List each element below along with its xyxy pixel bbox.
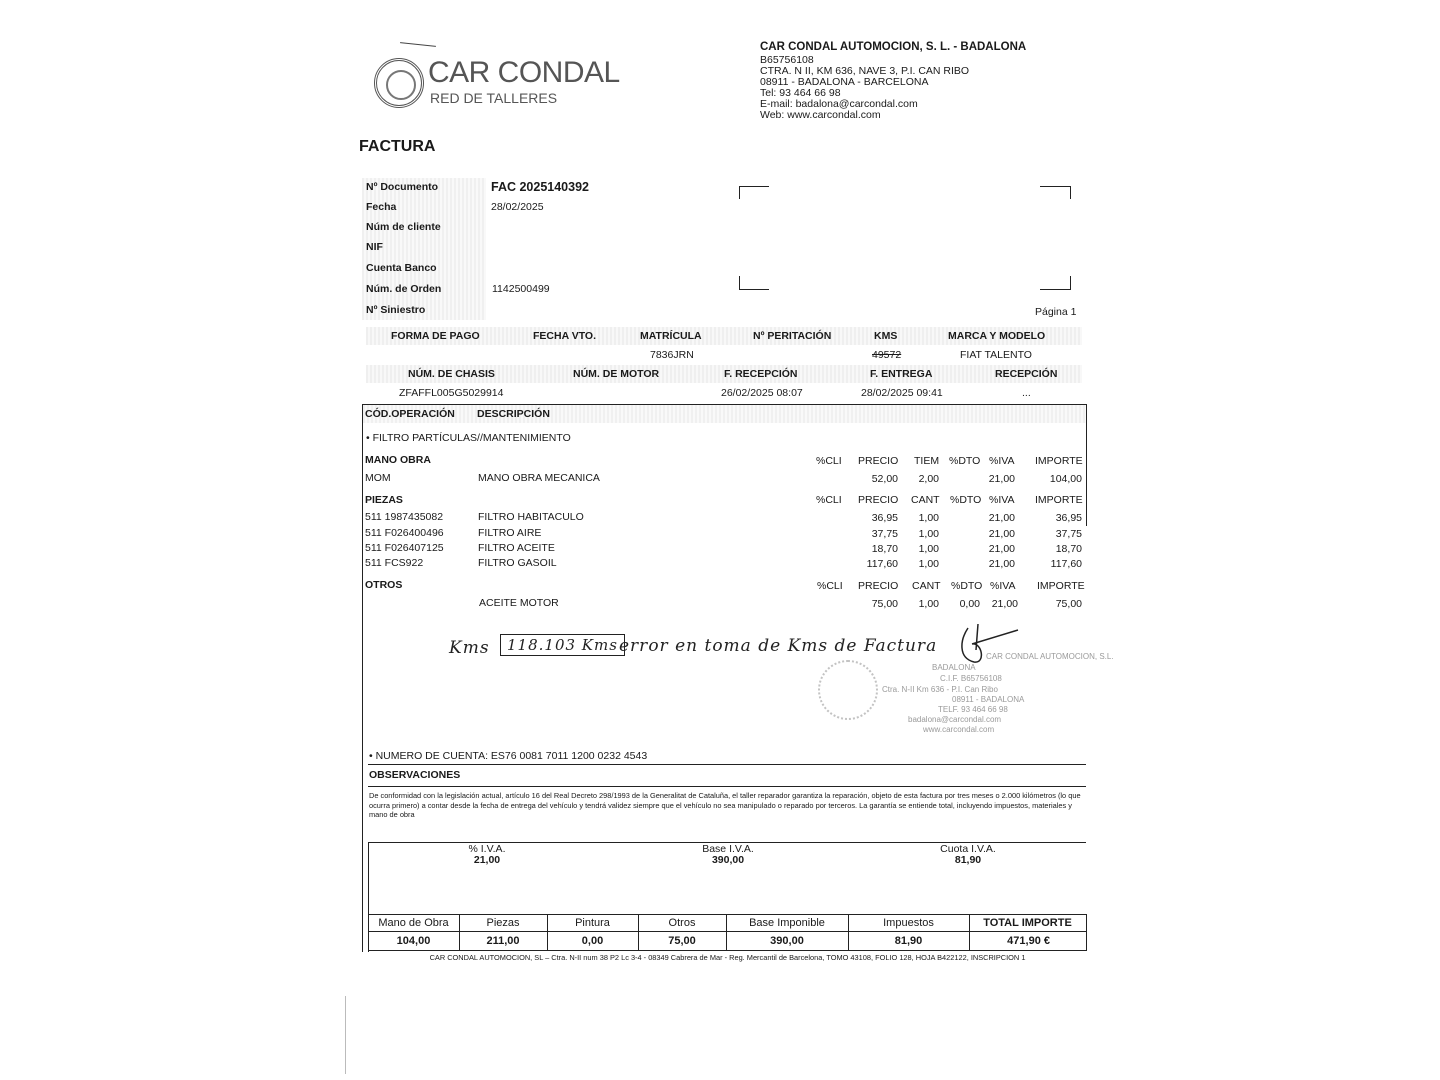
- col-iva: %IVA: [990, 580, 1016, 592]
- total-importe-header: TOTAL IMPORTE: [983, 917, 1072, 929]
- row-importe: 18,70: [1055, 543, 1082, 555]
- row-cant: 1,00: [918, 558, 939, 570]
- recepcion-header: RECEPCIÓN: [995, 368, 1058, 380]
- stamp-line: BADALONA: [932, 663, 976, 672]
- chasis-value: ZFAFFL005G5029914: [399, 387, 504, 399]
- observaciones-title: OBSERVACIONES: [369, 769, 461, 781]
- row-code: MOM: [365, 472, 391, 484]
- row-importe: 117,60: [1050, 558, 1082, 570]
- mano-obra-title: MANO OBRA: [365, 454, 431, 466]
- col-iva: %IVA: [989, 494, 1015, 506]
- row-desc: FILTRO GASOIL: [478, 557, 557, 569]
- company-web: Web: www.carcondal.com: [760, 109, 881, 121]
- banco-label: Cuenta Banco: [366, 262, 437, 274]
- documento-label: Nº Documento: [366, 181, 439, 193]
- row-desc: FILTRO AIRE: [478, 527, 542, 539]
- row-precio: 36,95: [871, 512, 898, 524]
- cod-operacion-header: CÓD.OPERACIÓN: [365, 408, 455, 420]
- row-precio: 52,00: [871, 473, 898, 485]
- iva-pct-value: 21,00: [473, 854, 501, 866]
- document-title: FACTURA: [359, 138, 436, 155]
- stamp-line: CAR CONDAL AUTOMOCION, S.L.: [986, 652, 1114, 661]
- row-iva: 21,00: [988, 473, 1015, 485]
- col-dto: %DTO: [951, 580, 983, 592]
- row-cant: 1,00: [918, 528, 939, 540]
- kms-header: KMS: [874, 330, 898, 342]
- row-cant: 1,00: [918, 598, 939, 610]
- stamp-line: Ctra. N-II Km 636 - P.I. Can Ribo: [882, 685, 998, 694]
- f-entrega-value: 28/02/2025 09:41: [861, 387, 943, 399]
- marca-modelo-header: MARCA Y MODELO: [948, 330, 1046, 342]
- iva-base-value: 390,00: [711, 854, 745, 866]
- row-iva: 21,00: [988, 543, 1015, 555]
- iva-cuota-value: 81,90: [954, 854, 982, 866]
- descripcion-header: DESCRIPCIÓN: [477, 408, 550, 420]
- documento-value: FAC 2025140392: [491, 180, 589, 194]
- total-otros-header: Otros: [668, 917, 696, 929]
- total-importe-value: 471,90 €: [1007, 935, 1050, 947]
- observaciones-text: De conformidad con la legislación actual, artículo 16 del Real Decreto 298/1993 de la Generalitat de Cataluña, el taller reparador garantiza la reparación, objeto de esta factura por tres meses o 2.000 kilómetros (lo que ocurra primero) a contar desde la fecha de entrega del vehículo y tendrá validez siempre que el vehículo no sea manipulado o reparado por terceros. La garantía se entiende total, incluyendo impuestos, materiales y mano de obra: [369, 791, 1081, 819]
- logo-name: CAR CONDAL: [428, 56, 620, 89]
- row-iva: 21,00: [988, 512, 1015, 524]
- company-name: CAR CONDAL AUTOMOCION, S. L. - BADALONA: [760, 41, 1027, 53]
- col-cant: CANT: [912, 580, 941, 592]
- fecha-value: 28/02/2025: [491, 201, 544, 213]
- row-desc: ACEITE MOTOR: [479, 597, 559, 609]
- iva-base-label: Base I.V.A.: [702, 843, 754, 855]
- row-cant: 1,00: [918, 543, 939, 555]
- orden-value: 1142500499: [492, 283, 550, 295]
- stamp-line: badalona@carcondal.com: [908, 715, 1002, 724]
- row-iva: 21,00: [988, 558, 1015, 570]
- f-entrega-header: F. ENTREGA: [870, 368, 933, 380]
- col-importe: IMPORTE: [1037, 580, 1085, 592]
- row-desc: FILTRO HABITACULO: [478, 511, 584, 523]
- fecha-vto-header: FECHA VTO.: [533, 330, 597, 342]
- f-recepcion-value: 26/02/2025 08:07: [721, 387, 803, 399]
- col-importe: IMPORTE: [1035, 455, 1083, 467]
- col-tiem: TIEM: [914, 455, 940, 467]
- row-importe: 37,75: [1055, 528, 1082, 540]
- row-importe: 104,00: [1049, 473, 1082, 485]
- piezas-title: PIEZAS: [365, 494, 403, 506]
- total-mano-obra-value: 104,00: [396, 935, 431, 947]
- marca-modelo-value: FIAT TALENTO: [960, 349, 1032, 361]
- motor-header: NÚM. DE MOTOR: [573, 368, 660, 380]
- col-precio: PRECIO: [858, 580, 899, 592]
- total-pintura-header: Pintura: [575, 917, 610, 929]
- col-precio: PRECIO: [858, 455, 899, 467]
- iva-pct-label: % I.V.A.: [468, 843, 506, 855]
- scan-edge-line: [345, 996, 346, 1074]
- stamp-line: C.I.F. B65756108: [940, 674, 1002, 683]
- fecha-label: Fecha: [366, 201, 397, 213]
- items-header-band: [363, 405, 1086, 423]
- row-cant: 2,00: [918, 473, 939, 485]
- row-precio: 117,60: [866, 558, 898, 570]
- total-piezas-header: Piezas: [486, 917, 520, 929]
- handwritten-boxed-kms: 118.103 Kms: [500, 634, 625, 656]
- row-precio: 75,00: [871, 598, 898, 610]
- company-city: 08911 - BADALONA - BARCELONA: [760, 76, 929, 88]
- total-impuestos-value: 81,90: [894, 935, 923, 947]
- row-iva: 21,00: [988, 528, 1015, 540]
- row-code: 511 F026400496: [365, 527, 444, 539]
- logo-swoosh: [400, 42, 436, 47]
- row-dto: 0,00: [959, 598, 980, 610]
- orden-label: Núm. de Orden: [366, 283, 442, 295]
- row-iva: 21,00: [991, 598, 1018, 610]
- col-precio: PRECIO: [858, 494, 899, 506]
- row-desc: FILTRO ACEITE: [478, 542, 555, 554]
- stamp-circle: [818, 660, 878, 720]
- col-cli: %CLI: [816, 455, 842, 467]
- company-email: E-mail: badalona@carcondal.com: [760, 98, 918, 110]
- col-iva: %IVA: [989, 455, 1015, 467]
- matricula-value: 7836JRN: [650, 349, 694, 361]
- siniestro-label: Nº Siniestro: [366, 304, 426, 316]
- total-otros-value: 75,00: [668, 935, 696, 947]
- company-address: CTRA. N II, KM 636, NAVE 3, P.I. CAN RIBO: [760, 65, 970, 77]
- col-importe: IMPORTE: [1035, 494, 1083, 506]
- forma-pago-header: FORMA DE PAGO: [391, 330, 480, 342]
- chasis-header: NÚM. DE CHASIS: [408, 368, 495, 380]
- handwritten-prefix: Kms: [449, 638, 490, 658]
- col-dto: %DTO: [949, 455, 981, 467]
- total-impuestos-header: Impuestos: [883, 917, 934, 929]
- f-recepcion-header: F. RECEPCIÓN: [724, 368, 798, 380]
- col-cli: %CLI: [816, 494, 842, 506]
- legal-footer: CAR CONDAL AUTOMOCION, SL – Ctra. N-II num 38 P2 Lc 3-4 - 08349 Cabrera de Mar - Reg. Mercantil de Barcelona, TOMO 43108, FOLIO 128, HOJA B422122, INSCRIPCION 1: [429, 953, 1026, 962]
- row-desc: MANO OBRA MECANICA: [478, 472, 600, 484]
- total-base-header: Base Imponible: [749, 917, 825, 929]
- company-cif: B65756108: [760, 54, 814, 66]
- row-importe: 36,95: [1055, 512, 1082, 524]
- handwritten-note-text: error en toma de Kms de Factura: [619, 636, 938, 656]
- col-cli: %CLI: [817, 580, 843, 592]
- cliente-label: Núm de cliente: [366, 221, 441, 233]
- stamp-line: 08911 - BADALONA: [952, 695, 1025, 704]
- nif-label: NIF: [366, 241, 383, 253]
- row-precio: 37,75: [871, 528, 898, 540]
- recepcion-value: ...: [1022, 387, 1031, 399]
- logo-tagline: RED DE TALLERES: [430, 90, 558, 106]
- otros-title: OTROS: [365, 579, 403, 591]
- matricula-header: MATRÍCULA: [640, 330, 702, 342]
- stamp-line: TELF. 93 464 66 98: [938, 705, 1008, 714]
- row-precio: 18,70: [871, 543, 898, 555]
- total-base-value: 390,00: [770, 935, 804, 947]
- total-mano-obra-header: Mano de Obra: [378, 917, 449, 929]
- bank-account: • NUMERO DE CUENTA: ES76 0081 7011 1200 0232 4543: [369, 750, 648, 762]
- col-cant: CANT: [911, 494, 940, 506]
- row-cant: 1,00: [918, 512, 939, 524]
- row-code: 511 1987435082: [365, 511, 444, 523]
- logo-ring-icon: [374, 58, 424, 108]
- row-code: 511 F026407125: [365, 542, 444, 554]
- iva-cuota-label: Cuota I.V.A.: [940, 843, 996, 855]
- company-tel: Tel: 93 464 66 98: [760, 87, 841, 99]
- operation-title: • FILTRO PARTÍCULAS//MANTENIMIENTO: [366, 432, 571, 444]
- page-number: Página 1: [1035, 306, 1077, 318]
- stamp-line: www.carcondal.com: [923, 725, 995, 734]
- row-importe: 75,00: [1055, 598, 1082, 610]
- peritacion-header: Nº PERITACIÓN: [753, 330, 832, 342]
- kms-value: 49572: [872, 349, 902, 361]
- row-code: 511 FCS922: [365, 557, 424, 569]
- total-piezas-value: 211,00: [486, 935, 520, 947]
- total-pintura-value: 0,00: [581, 935, 604, 947]
- col-dto: %DTO: [950, 494, 982, 506]
